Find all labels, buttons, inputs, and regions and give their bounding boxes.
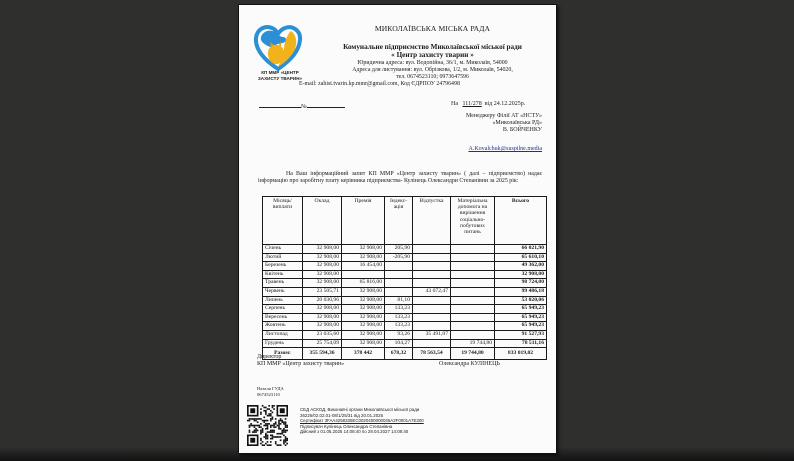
cell-bonus: 32 908,00 — [342, 287, 385, 296]
cell-month: Березень — [263, 262, 303, 271]
cell-salary: 23 035,60 — [303, 330, 342, 339]
cell-indexation: 81,10 — [385, 296, 413, 305]
cell-salary: 32 908,00 — [303, 305, 342, 314]
cell-total: 49 362,00 — [495, 262, 547, 271]
recipient-name: В. БОЙЧЕНКУ — [502, 127, 542, 133]
cell-indexation: -205,90 — [385, 253, 413, 262]
cell-month: Грудень — [263, 339, 303, 348]
header-salary: Оклад — [303, 197, 342, 245]
cell-aid — [451, 330, 495, 339]
recipient-block — [466, 113, 542, 134]
cell-vacation: 43 072,47 — [413, 287, 451, 296]
esign-system: СЕД АСКОД, Виконавчі органи Миколаївської міської ради — [300, 407, 420, 412]
outgoing-number-blank — [307, 102, 345, 108]
cell-salary: 25 754,09 — [303, 339, 342, 348]
cell-aid — [451, 262, 495, 271]
table-header-row — [263, 197, 547, 245]
cell-vacation — [413, 279, 451, 288]
reply-number: 111/278 — [462, 101, 482, 107]
legal-address: Юридична адреса: вул. Водопійна, 36/1, м. Миколаїв, 54000 — [357, 60, 508, 66]
cell-aid — [451, 313, 495, 322]
cell-salary: 32 908,00 — [303, 262, 342, 271]
body-paragraph-text: На Ваш інформаційний запит КП ММР «Центр захисту тварин» ( далі – підприємство) надає інформацію про заробітну плату керівника підприємства- Кулінець Олександри Степанівни за 2025 рік: — [258, 171, 542, 184]
cell-bonus: 65 816,00 — [342, 279, 385, 288]
table-row — [263, 287, 547, 296]
cell-vacation — [413, 270, 451, 279]
esign-validity: Дійсний з 01.05.2025 14:08:40 по 29.04.2027 14:08:40 — [300, 429, 409, 435]
cell-indexation — [385, 262, 413, 271]
cell-bonus: 32 908,00 — [342, 330, 385, 339]
signatory-name: Олександра КУЛІНЕЦЬ — [439, 361, 500, 367]
header-total: Всього — [495, 197, 547, 245]
logo-caption-line2: ЗАХИСТУ ТВАРИН» — [257, 76, 303, 81]
salary-table — [262, 196, 547, 360]
cell-aid — [451, 253, 495, 262]
cell-bonus: 32 908,00 — [342, 305, 385, 314]
cell-month: Листопад — [263, 330, 303, 339]
cell-bonus: 32 908,00 — [342, 339, 385, 348]
cell-salary: 32 908,00 — [303, 270, 342, 279]
cell-total: 65 949,23 — [495, 313, 547, 322]
cell-vacation — [413, 322, 451, 331]
cell-total: 65 949,23 — [495, 305, 547, 314]
cell-month: Серпень — [263, 305, 303, 314]
cell-month: Вересень — [263, 313, 303, 322]
table-row — [263, 313, 547, 322]
cell-bonus: 32 908,00 — [342, 245, 385, 254]
recipient-line1: Менеджеру Філії АТ «НСТУ» — [466, 113, 542, 119]
cell-total: 65 610,10 — [495, 253, 547, 262]
cell-bonus — [342, 270, 385, 279]
outgoing-date-blank — [259, 102, 301, 108]
table-row — [263, 322, 547, 331]
cell-aid — [451, 305, 495, 314]
document-page — [238, 4, 557, 454]
cell-bonus: 32 908,00 — [342, 322, 385, 331]
cell-total: 91 527,93 — [495, 330, 547, 339]
cell-vacation: 35 491,07 — [413, 330, 451, 339]
cell-indexation: 104,27 — [385, 339, 413, 348]
cell-total: 65 949,23 — [495, 322, 547, 331]
cell-aid — [451, 245, 495, 254]
table-row — [263, 270, 547, 279]
cell-indexation — [385, 287, 413, 296]
table-row — [263, 253, 547, 262]
cell-month: Лютий — [263, 253, 303, 262]
header-bonus: Премія — [342, 197, 385, 245]
table-row — [263, 296, 547, 305]
phones: тел. 0674523110; 0973647596 — [396, 74, 469, 80]
cell-total: 53 020,06 — [495, 296, 547, 305]
cell-aid: 19 744,80 — [451, 339, 495, 348]
cell-vacation — [413, 253, 451, 262]
header-material-aid: Матеріальна допомога на вирішення соціально-побутових питань — [451, 197, 495, 245]
esign-signer: Підписувач Кулінець Олександра Степанівна — [300, 423, 393, 429]
cell-total: 98 724,00 — [495, 279, 547, 288]
outgoing-number-line — [259, 102, 345, 110]
cell-indexation: 133,23 — [385, 322, 413, 331]
cell-salary: 32 908,00 — [303, 253, 342, 262]
cell-aid — [451, 270, 495, 279]
esign-certificate: Сертифікат 3FAA4258335EC0020400000045A2F0001A7E300 — [300, 418, 424, 424]
reply-date: 24.12.2025р. — [493, 101, 526, 107]
cell-vacation — [413, 313, 451, 322]
cell-bonus: 32 908,00 — [342, 296, 385, 305]
cell-aid — [451, 279, 495, 288]
cell-salary: 32 908,00 — [303, 245, 342, 254]
qr-code-icon — [247, 405, 288, 446]
council-name: МИКОЛАЇВСЬКА МІСЬКА РАДА — [374, 24, 491, 33]
sum-indexation: 678,32 — [385, 348, 413, 360]
cell-month: Квітень — [263, 270, 303, 279]
cell-total: 78 511,16 — [495, 339, 547, 348]
signatory-position: Директор — [257, 354, 282, 360]
recipient-email-link[interactable]: A.Kovalchuk@suspilne.media — [468, 146, 542, 152]
cell-bonus: 32 908,00 — [342, 253, 385, 262]
table-body — [263, 245, 547, 348]
cell-vacation — [413, 262, 451, 271]
cell-bonus: 32 908,00 — [342, 313, 385, 322]
header-vacation: Відпустка — [413, 197, 451, 245]
cell-salary: 32 908,00 — [303, 313, 342, 322]
signatory-organization: КП ММР «Центр захисту тварин» — [257, 361, 345, 367]
cell-bonus: 16 454,00 — [342, 262, 385, 271]
cell-month: Липень — [263, 296, 303, 305]
cell-total: 32 908,00 — [495, 270, 547, 279]
cell-aid — [451, 322, 495, 331]
header-month: Місяць/ виплати — [263, 197, 303, 245]
cell-vacation — [413, 296, 451, 305]
cell-indexation — [385, 270, 413, 279]
executor-block — [257, 386, 284, 397]
sum-label: Разом: — [263, 348, 303, 360]
cell-salary: 32 908,00 — [303, 279, 342, 288]
recipient-line2: «Миколаївська РД» — [492, 120, 542, 126]
table-row — [263, 339, 547, 348]
cell-vacation — [413, 339, 451, 348]
header-indexation: Індекс-ація — [385, 197, 413, 245]
cell-month: Січень — [263, 245, 303, 254]
cell-indexation: 133,23 — [385, 313, 413, 322]
cell-aid — [451, 287, 495, 296]
executor-name: Наталя ГУДА — [257, 386, 284, 391]
cell-salary: 23 505,71 — [303, 287, 342, 296]
sum-aid: 19 744,80 — [451, 348, 495, 360]
postal-address: Адреса для листування: вул. Обрізкова, 1/2, м. Миколаїв, 54020, — [352, 67, 513, 73]
cell-indexation: 205,90 — [385, 245, 413, 254]
cell-month: Червень — [263, 287, 303, 296]
executor-phone: 0674523110 — [257, 391, 280, 397]
cell-month: Травень — [263, 279, 303, 288]
email-and-code: E-mail: zahist.tvarin.kp.mmr@gmail.com, Код ЄДРПОУ 24796498 — [299, 81, 460, 87]
sum-salary: 355 594,36 — [303, 348, 342, 360]
cell-indexation: 93,26 — [385, 330, 413, 339]
reply-prefix: На — [451, 101, 458, 107]
esign-reg-number: 36226/02.02.01-08/1/25/31 від 20.01.2026 — [300, 412, 384, 418]
reply-reference — [451, 101, 525, 107]
sum-bonus: 378 442 — [342, 348, 385, 360]
cell-salary: 20 030,96 — [303, 296, 342, 305]
table-row — [263, 262, 547, 271]
organization-subtitle: « Центр захисту тварин » — [391, 51, 474, 59]
cell-salary: 32 908,00 — [303, 322, 342, 331]
logo-heart-dog-cat-icon — [253, 23, 303, 71]
signatory-title — [257, 354, 344, 368]
body-paragraph — [258, 171, 542, 185]
cell-vacation — [413, 305, 451, 314]
table-row — [263, 330, 547, 339]
cell-month: Жовтень — [263, 322, 303, 331]
number-sign: № — [301, 104, 307, 110]
cell-indexation: 133,23 — [385, 305, 413, 314]
cell-vacation — [413, 245, 451, 254]
cell-indexation — [385, 279, 413, 288]
sum-vacation: 78 563,54 — [413, 348, 451, 360]
table-row — [263, 245, 547, 254]
logo-caption-line1: КП ММР «ЦЕНТР — [261, 70, 299, 75]
sum-total: 833 019,02 — [495, 348, 547, 360]
electronic-signature-stamp — [300, 407, 424, 435]
cell-total: 99 486,18 — [495, 287, 547, 296]
table-row — [263, 305, 547, 314]
cell-aid — [451, 296, 495, 305]
table-row — [263, 279, 547, 288]
cell-total: 66 021,90 — [495, 245, 547, 254]
organization-name: Комунальне підприємство Миколаївської міської ради — [343, 43, 522, 51]
reply-date-prefix: від — [484, 101, 493, 107]
